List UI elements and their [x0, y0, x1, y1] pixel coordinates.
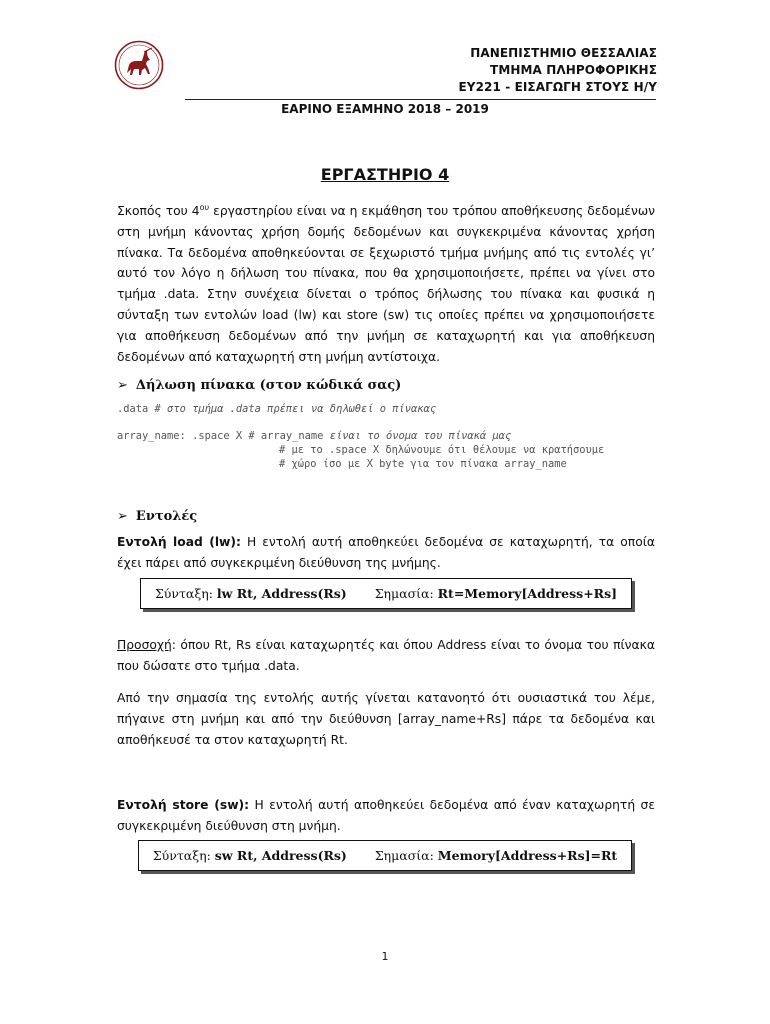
code-line-data: .data # στο τμήμα .data πρέπει να δηλωθεί ο πίνακας [117, 403, 437, 415]
university-centaur-logo [114, 40, 164, 90]
load-paragraph: Εντολή load (lw): Η εντολή αυτή αποθηκεύει δεδομένα σε καταχωρητή, τα οποία έχει πάρει από συγκεκριμένη διεύθυνση της μνήμης. [117, 535, 656, 570]
section-instructions-heading: ➢ Εντολές [117, 509, 198, 524]
page-number: 1 [381, 950, 389, 963]
load-meaning: Σημασία: Rt=Memory[Address+Rs] [374, 586, 618, 601]
code-comment-space: # με το .space X δηλώνουμε ότι θέλουμε να κρατήσουμε [279, 444, 605, 456]
code-comment-bytes: # χώρο ίσο με X byte για τον πίνακα array_name [279, 458, 567, 470]
header-divider [185, 99, 656, 100]
load-syntax-box [140, 578, 632, 609]
store-paragraph: Εντολή store (sw): Η εντολή αυτή αποθηκεύει δεδομένα από έναν καταχωρητή σε συγκεκριμένη διεύθυνση στη μνήμη. [117, 798, 655, 833]
header-university: ΠΑΝΕΠΙΣΤΗΜΙΟ ΘΕΣΣΑΛΙΑΣ [470, 46, 657, 60]
arrow-bullet-icon: ➢ [117, 509, 128, 524]
lab-title: ΕΡΓΑΣΤΗΡΙΟ 4 [320, 165, 450, 184]
section-array-declaration-heading: ➢ Δήλωση πίνακα (στον κώδικά σας) [117, 378, 402, 393]
header-department: ΤΜΗΜΑ ΠΛΗΡΟΦΟΡΙΚΗΣ [490, 63, 657, 77]
meaning-paragraph: Από την σημασία της εντολής αυτής γίνεται κατανοητό ότι ουσιαστικά του λέμε, πήγαινε στη μνήμη και από την διεύθυνση [array_name+Rs] πάρε τα δεδομένα και αποθήκευσέ τα στον καταχωρητή Rt. [117, 691, 655, 747]
load-syntax: Σύνταξη: lw Rt, Address(Rs) [154, 586, 347, 601]
header-course: ΕΥ221 - ΕΙΣΑΓΩΓΗ ΣΤΟΥΣ Η/Υ [458, 80, 657, 94]
note-paragraph: Προσοχή: όπου Rt, Rs είναι καταχωρητές και όπου Address είναι το όνομα του πίνακα που δώσατε στο τμήμα .data. [117, 638, 655, 673]
store-syntax: Σύνταξη: sw Rt, Address(Rs) [152, 848, 347, 863]
store-syntax-box [138, 840, 632, 871]
intro-paragraph: Σκοπός του $4^{o\upsilon}$ εργαστηρίου είναι να η εκμάθηση του τρόπου αποθήκευσης δεδομένων στη μνήμη κάνοντας χρήση δομής δεδομένων και συγκεκριμένα κάνοντας χρήση πίνακα. Τα δεδομένα αποθηκεύονται σε ξεχωριστό τμήμα μνήμης από τις εντολές γι’ αυτό τον λόγο η δήλωση του πίνακα, που θα χρησιμοποιήσετε, πρέπει να γίνει στο τμήμα .data. Στην συνέχεια δίνεται ο τρόπος δήλωσης του πίνακα και φυσικά η σύνταξη των εντολών load (lw) και store (sw) τις οποίες πρέπει να χρησιμοποιήσετε για αποθήκευση δεδομένων από την μνήμη σε καταχωρητή και για αποθήκευση δεδομένων από καταχωρητή στη μνήμη αντίστοιχα. [117, 202, 655, 364]
header-semester: ΕΑΡΙΝΟ ΕΞΑΜΗΝΟ 2018 – 2019 [281, 102, 489, 116]
code-line-array: array_name: .space X # array_name είναι το όνομα του πίνακά μας [117, 430, 512, 442]
store-meaning: Σημασία: Memory[Address+Rs]=Rt [374, 848, 618, 863]
arrow-bullet-icon: ➢ [117, 378, 128, 393]
